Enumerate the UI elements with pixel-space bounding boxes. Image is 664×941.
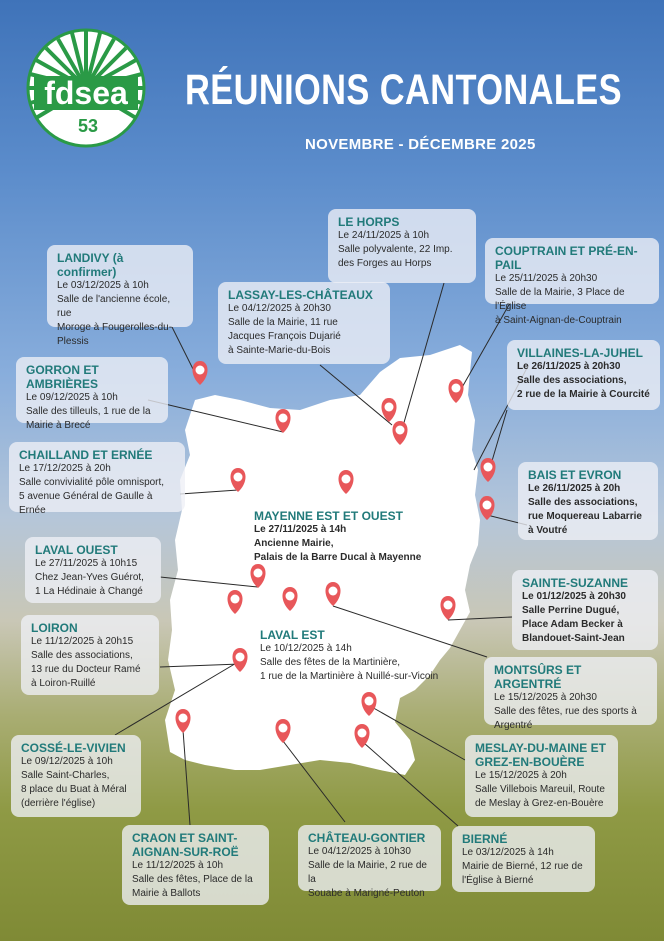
card-date: Le 26/11/2025 à 20h30	[517, 361, 621, 372]
card-title: CRAON ET SAINT-	[132, 831, 238, 845]
card-venue: Moroge à Fougerolles-du-	[57, 322, 173, 333]
card-venue: à Saint-Aignan-de-Couptrain	[495, 315, 622, 326]
card-venue: (derrière l'église)	[21, 798, 96, 809]
card-date: Le 04/12/2025 à 20h30	[228, 303, 331, 314]
card-venue: à Loiron-Ruillé	[31, 678, 96, 689]
card-title: LAVAL EST	[260, 628, 325, 642]
meeting-card-sainte-suzanne	[512, 570, 658, 650]
card-date: Le 01/12/2025 à 20h30	[522, 591, 626, 602]
pin-landivy	[192, 361, 207, 385]
card-venue: Salle convivialité pôle omnisport,	[19, 477, 165, 488]
card-date: Le 15/12/2025 à 20h	[475, 770, 567, 781]
card-venue: 2 rue de la Mairie à Courcité	[517, 389, 650, 400]
card-venue: Ancienne Mairie,	[254, 538, 334, 549]
card-venue: Salle Villebois Mareuil, Route	[475, 784, 605, 795]
card-venue: Salle des associations,	[528, 497, 638, 508]
card-title: COUPTRAIN ET PRÉ-EN-PAIL	[495, 244, 638, 272]
card-venue: 1 La Hédinaie à Changé	[35, 586, 143, 597]
meeting-card-loiron	[21, 615, 159, 695]
card-title: LOIRON	[31, 621, 78, 635]
meeting-card-montsurs	[484, 657, 657, 731]
card-venue: à Sainte-Marie-du-Bois	[228, 345, 331, 356]
meeting-card-gorron	[16, 357, 168, 431]
card-title: BIERNÉ	[462, 832, 508, 846]
card-title: LASSAY-LES-CHÂTEAUX	[228, 288, 373, 302]
meeting-card-landivy	[47, 245, 193, 347]
card-venue: Mairie de Bierné, 12 rue de	[462, 861, 583, 872]
card-venue: Salle des fêtes, rue des sports à	[494, 706, 637, 717]
card-venue: Salle Saint-Charles,	[21, 770, 110, 781]
card-venue: Mairie à Ballots	[132, 888, 201, 899]
card-venue: Mairie à Brecé	[26, 420, 91, 431]
card-date: Le 26/11/2025 à 20h	[528, 483, 621, 494]
meeting-card-laval-ouest	[25, 537, 161, 603]
meeting-card-villaines	[507, 340, 660, 410]
logo-text: fdsea	[44, 75, 128, 111]
card-venue: Salle de la Mairie, 11 rue	[228, 317, 338, 328]
card-venue: Jacques François Dujarié	[228, 331, 341, 342]
card-date: Le 24/11/2025 à 10h	[338, 230, 430, 241]
card-date: Le 09/12/2025 à 10h	[21, 756, 113, 767]
card-title: GREZ-EN-BOUÈRE	[475, 755, 585, 769]
card-title: AIGNAN-SUR-ROË	[132, 845, 239, 859]
pin-villaines	[480, 458, 495, 482]
card-title: GORRON ET AMBRIÈRES	[26, 363, 99, 391]
card-date: Le 11/12/2025 à 20h15	[31, 636, 134, 647]
card-venue: Salle polyvalente, 22 Imp.	[338, 244, 453, 255]
card-title: CHÂTEAU-GONTIER	[308, 831, 426, 845]
card-venue: à Voutré	[528, 525, 568, 536]
card-venue: 5 avenue Général de Gaulle à Ernée	[19, 491, 153, 516]
meeting-card-meslay	[465, 735, 618, 817]
card-venue: Salle des tilleuls, 1 rue de la	[26, 406, 151, 417]
card-venue: des Forges au Horps	[338, 258, 432, 269]
card-title: BAIS ET EVRON	[528, 468, 622, 482]
card-venue: Salle des associations,	[31, 650, 133, 661]
meeting-card-lassay	[218, 282, 390, 364]
card-date: Le 25/11/2025 à 20h30	[495, 273, 598, 284]
page-subtitle: NOVEMBRE - DÉCEMBRE 2025	[305, 136, 536, 153]
page-title: RÉUNIONS CANTONALES	[185, 66, 622, 114]
card-venue: 1 rue de la Martinière à Nuillé-sur-Vicoin	[260, 671, 439, 682]
card-venue: Salle de l'ancienne école, rue	[57, 294, 171, 319]
card-venue: rue Moquereau Labarrie	[528, 511, 642, 522]
logo-number: 53	[77, 116, 99, 136]
card-title: VILLAINES-LA-JUHEL	[517, 346, 643, 360]
card-title: MESLAY-DU-MAINE ET	[475, 741, 606, 755]
card-title: SAINTE-SUZANNE	[522, 576, 629, 590]
meeting-card-mayenne	[244, 503, 444, 565]
card-venue: Salle de la Mairie, 2 rue de la	[308, 860, 427, 885]
meeting-card-le-horps	[328, 209, 476, 283]
card-date: Le 10/12/2025 à 14h	[260, 643, 352, 654]
meeting-card-chateau-gontier	[298, 825, 441, 899]
card-venue: Souabe à Marigné-Peuton	[308, 888, 425, 899]
meeting-card-chailland	[9, 442, 185, 516]
card-venue: Blandouet-Saint-Jean	[522, 633, 625, 644]
card-venue: Argentré	[494, 720, 533, 731]
card-date: Le 03/12/2025 à 14h	[462, 847, 554, 858]
card-title: LANDIVY (à confirmer)	[57, 251, 124, 279]
meeting-card-laval-est	[250, 622, 470, 684]
card-title: COSSÉ-LE-VIVIEN	[21, 741, 126, 755]
card-venue: Salle des associations,	[517, 375, 627, 386]
card-venue: Salle Perrine Dugué,	[522, 605, 620, 616]
card-venue: de Meslay à Grez-en-Bouère	[475, 798, 604, 809]
card-venue: Place Adam Becker à	[522, 619, 623, 630]
card-date: Le 15/12/2025 à 20h30	[494, 692, 597, 703]
meeting-card-craon	[122, 825, 269, 905]
meeting-card-bais-evron	[518, 462, 658, 540]
meeting-card-couptrain	[485, 238, 659, 326]
card-date: Le 27/11/2025 à 14h	[254, 524, 347, 535]
meeting-card-cosse	[11, 735, 141, 817]
card-date: Le 17/12/2025 à 20h	[19, 463, 111, 474]
card-date: Le 27/11/2025 à 10h15	[35, 558, 138, 569]
card-title: MAYENNE EST ET OUEST	[254, 509, 403, 523]
card-venue: Plessis	[57, 336, 89, 347]
fdsea-logo	[26, 28, 146, 158]
meeting-card-bierne	[452, 826, 595, 892]
card-date: Le 03/12/2025 à 10h	[57, 280, 149, 291]
card-date: Le 11/12/2025 à 10h	[132, 860, 224, 871]
card-venue: Chez Jean-Yves Guérot,	[35, 572, 144, 583]
card-venue: l'Église à Bierné	[462, 875, 534, 886]
card-title: CHAILLAND ET ERNÉE	[19, 448, 153, 462]
card-venue: Palais de la Barre Ducal à Mayenne	[254, 552, 422, 563]
card-venue: Salle des fêtes de la Martinière,	[260, 657, 401, 668]
card-venue: 13 rue du Docteur Ramé	[31, 664, 141, 675]
card-venue: Salle des fêtes, Place de la	[132, 874, 253, 885]
card-venue: Salle de la Mairie, 3 Place de l'Église	[495, 287, 625, 312]
card-date: Le 09/12/2025 à 10h	[26, 392, 118, 403]
card-venue: 8 place du Buat à Méral	[21, 784, 127, 795]
card-date: Le 04/12/2025 à 10h30	[308, 846, 411, 857]
card-title: LAVAL OUEST	[35, 543, 118, 557]
card-title: MONTSÛRS ET ARGENTRÉ	[494, 663, 582, 691]
card-title: LE HORPS	[338, 215, 400, 229]
